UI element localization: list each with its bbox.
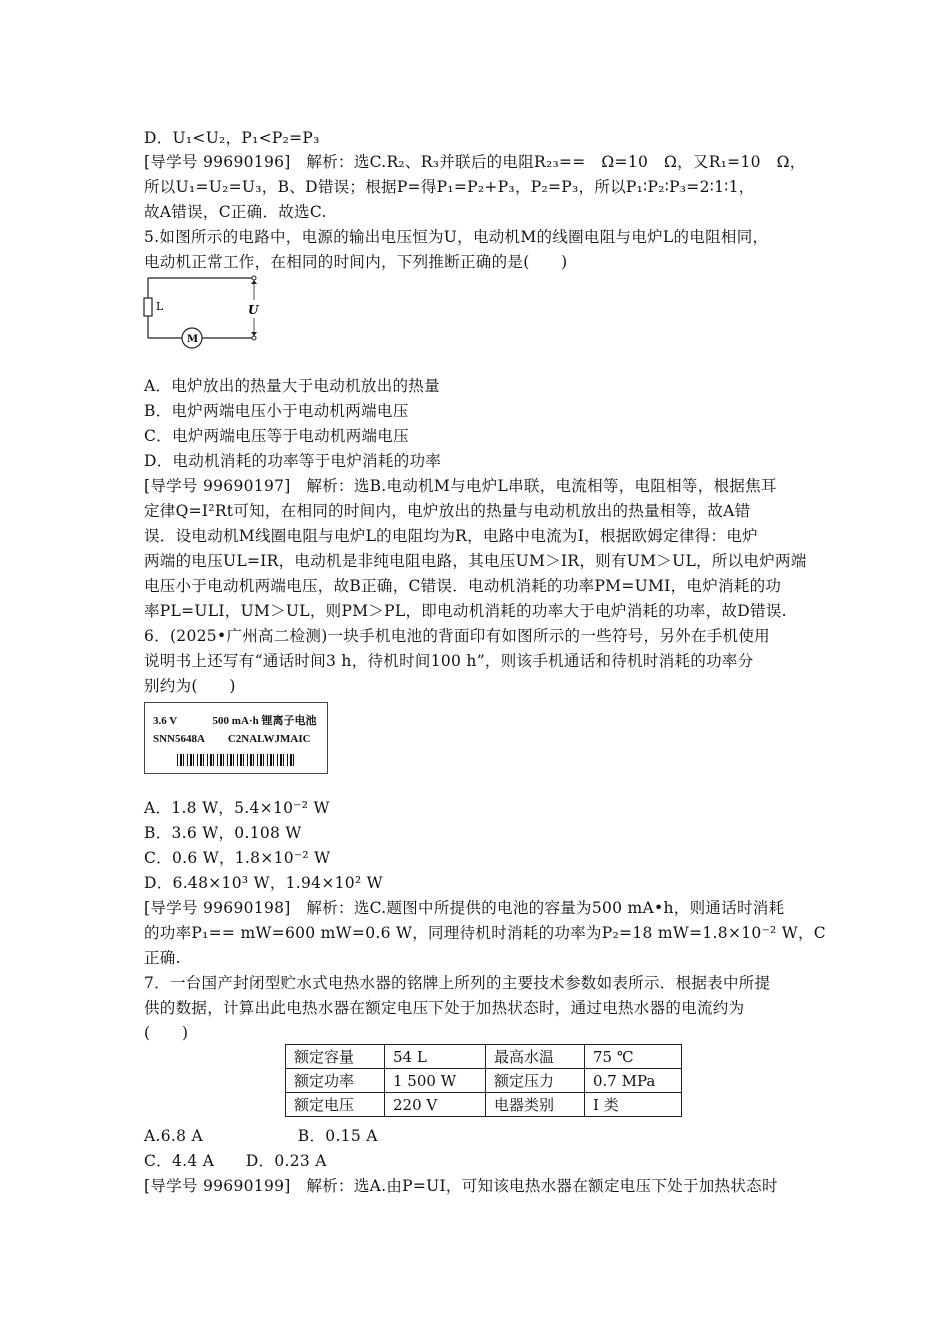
option-c-q5: C．电炉两端电压等于电动机两端电压 [144,427,409,445]
table-cell: 最高水温 [486,1045,585,1069]
option-b-q5: B．电炉两端电压小于电动机两端电压 [144,402,409,420]
battery-row2 [153,733,311,745]
table-row [286,1093,682,1117]
voltage-label: U [248,303,259,317]
answer-q5-line6: 率PL=ULI，UM＞UL，则PM＞PL，即电动机消耗的功率大于电炉消耗的功率，故D错误. [144,602,787,620]
table-cell: 54 L [385,1045,486,1069]
answer-q5-line3: 误．设电动机M线圈电阻与电炉L的电阻均为R，电路中电流为I，根据欧姆定律得：电炉 [144,527,758,545]
answer-q5-line1: [导学号 99690197] 解析：选B.电动机M与电炉L串联，电流相等，电阻相等，根据焦耳 [144,477,777,495]
battery-row1 [153,712,316,728]
answer-q5-line5: 电压小于电动机两端电压，故B正确，C错误．电动机消耗的功率PM=UMI，电炉消耗的功 [144,577,782,595]
answer-q5-line4: 两端的电压UL=IR，电动机是非纯电阻电路，其电压UM＞IR，则有UM＞UL，所以电炉两端 [144,552,807,570]
answer-q4-line3: 故A错误，C正确．故选C. [144,203,327,221]
table-cell: 额定压力 [486,1069,585,1093]
table-cell: Ⅰ 类 [585,1093,682,1117]
table-cell: 电器类别 [486,1093,585,1117]
answer-q6-line3: 正确. [144,949,181,967]
answer-q6-line1: [导学号 99690198] 解析：选C.题图中所提供的电池的容量为500 mA•h，则通话时消耗 [144,899,785,917]
battery-voltage: 3.6 V [153,715,178,727]
table-row [286,1045,682,1069]
table-row [286,1069,682,1093]
question-6-line1: 6．(2025•广州高二检测)一块手机电池的背面印有如图所示的一些符号，另外在手机使用 [144,627,770,645]
resistor-label: L [156,300,164,313]
table-cell: 75 ℃ [585,1045,682,1069]
battery-capacity: 500 mA·h 锂离子电池 [212,715,317,727]
question-5-line2: 电动机正常工作，在相同的时间内，下列推断正确的是( ) [144,253,568,271]
answer-q5-line2: 定律Q=I²Rt可知，在相同的时间内，电炉放出的热量与电动机放出的热量相等，故A错 [144,502,751,520]
battery-code: C2NALWJMAIC [227,733,311,745]
question-7-line3: ( ) [144,1024,189,1042]
table-cell: 1 500 W [385,1069,486,1093]
question-6-line2: 说明书上还写有“通话时间3 h，待机时间100 h”，则该手机通话和待机时消耗的功率分 [144,652,754,670]
question-6-line3: 别约为( ) [144,677,236,695]
table-cell: 0.7 MPa [585,1069,682,1093]
option-d-q5: D．电动机消耗的功率等于电炉消耗的功率 [144,452,442,470]
table-cell: 220 V [385,1093,486,1117]
table-cell: 额定电压 [286,1093,385,1117]
circuit-diagram [140,272,270,352]
resistor-l [144,298,152,316]
option-a-q6: A．1.8 W，5.4×10⁻² W [144,799,330,817]
option-c-q6: C．0.6 W，1.8×10⁻² W [144,849,331,867]
question-5-line1: 5.如图所示的电路中，电源的输出电压恒为U，电动机M的线圈电阻与电炉L的电阻相同， [144,228,769,246]
option-ab-q7: A.6.8 A B．0.15 A [144,1127,378,1145]
question-7-line1: 7．一台国产封闭型贮水式电热水器的铭牌上所列的主要技术参数如表所示．根据表中所提 [144,974,771,992]
table-cell: 额定容量 [286,1045,385,1069]
question-7-line2: 供的数据，计算出此电热水器在额定电压下处于加热状态时，通过电热水器的电流约为 [144,999,745,1017]
answer-q4-line1: [导学号 99690196] 解析：选C.R₂、R₃并联后的电阻R₂₃== Ω=10 Ω，又R₁=10 Ω， [144,153,806,171]
motor-label: M [187,334,199,345]
answer-q4-line2: 所以U₁=U₂=U₃，B、D错误；根据P=得P₁=P₂+P₃，P₂=P₃，所以P₁∶P₂∶P₃=2∶1∶1， [144,178,755,196]
barcode [177,754,295,766]
option-b-q6: B．3.6 W，0.108 W [144,824,302,842]
option-cd-q7: C．4.4 A D．0.23 A [144,1152,327,1170]
battery-label-figure [144,702,328,774]
answer-q7-line1: [导学号 99690199] 解析：选A.由P=UI，可知该电热水器在额定电压下处于加热状态时 [144,1177,778,1195]
table-cell: 额定功率 [286,1069,385,1093]
option-d-q4: D．U₁<U₂，P₁<P₂=P₃ [144,129,320,147]
option-a-q5: A．电炉放出的热量大于电动机放出的热量 [144,377,440,395]
answer-q6-line2: 的功率P₁== mW=600 mW=0.6 W，同理待机时消耗的功率为P₂=18 mW=1.8×10⁻² W，C [144,924,826,942]
battery-model: SNN5648A [153,733,205,745]
option-d-q6: D．6.48×10³ W，1.94×10² W [144,874,383,892]
spec-table [285,1044,682,1117]
